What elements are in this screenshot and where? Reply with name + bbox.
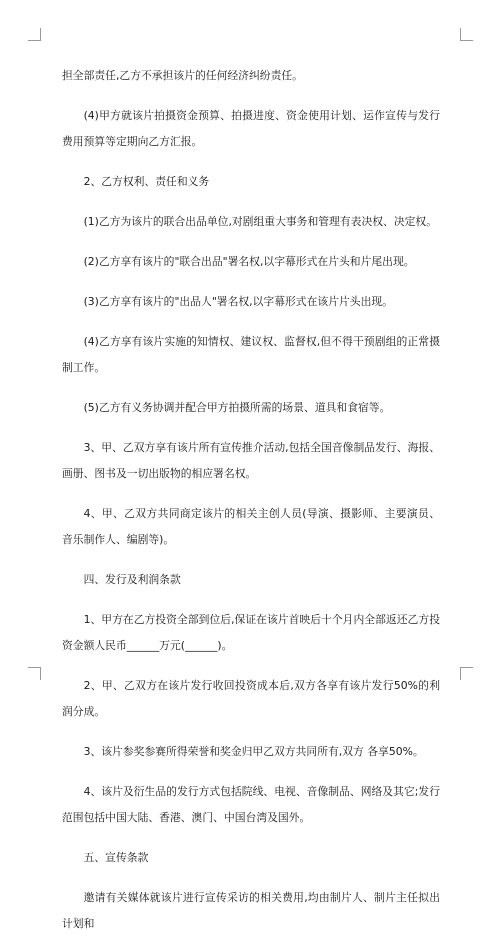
- section-heading-party-b-rights: 2、乙方权利、责任和义务: [83, 175, 210, 188]
- paragraph-clause-5: (5)乙方有义务协调并配合甲方拍摄所需的场景、道具和食宿等。: [83, 401, 391, 414]
- paragraph-continuation: 担全部责任,乙方不承担该片的任何经济纠纷责任。: [62, 69, 303, 82]
- section-heading-distribution: 四、发行及利润条款: [83, 573, 181, 586]
- paragraph-publicity-1: 邀请有关媒体就该片进行宣传采访的相关费用,均由制片人、制片主任拟出计划和: [62, 891, 440, 930]
- paragraph-clause-4-reporting: (4)甲方就该片拍摄资金预算、拍摄进度、资金使用计划、运作宣传与发行费用预算等定期向乙方汇报。: [62, 109, 440, 148]
- paragraph-distribution-3: 3、该片参奖参赛所得荣誉和奖金归甲乙双方共同所有,双方 各享50%。: [83, 745, 424, 758]
- section-heading-publicity: 五、宣传条款: [83, 851, 149, 864]
- paragraph-clause-2: (2)乙方享有该片的"联合出品"署名权,以字幕形式在片头和片尾出现。: [83, 255, 415, 268]
- crop-mark-bottom-right: [460, 667, 473, 680]
- paragraph-distribution-1: 1、甲方在乙方投资全部到位后,保证在该片首映后十个月内全部返还乙方投资金额人民币______万元(______)。: [62, 613, 440, 652]
- document-body: [62, 63, 440, 951]
- crop-mark-bottom-left: [28, 667, 41, 680]
- paragraph-distribution-4: 4、该片及衍生品的发行方式包括院线、电视、音像制品、网络及其它;发行范围包括中国大陆、香港、澳门、中国台湾及国外。: [62, 785, 440, 824]
- crop-mark-top-right: [460, 28, 473, 41]
- crop-mark-top-left: [28, 28, 41, 41]
- paragraph-item-3-publicity: 3、甲、乙双方享有该片所有宣传推介活动,包括全国音像制品发行、海报、画册、图书及一切出版物的相应署名权。: [62, 441, 440, 480]
- paragraph-clause-1: (1)乙方为该片的联合出品单位,对剧组重大事务和管理有表决权、决定权。: [83, 215, 438, 228]
- paragraph-item-4-creative-staff: 4、甲、乙双方共同商定该片的相关主创人员(导演、摄影师、主要演员、音乐制作人、编剧等)。: [62, 507, 440, 546]
- paragraph-distribution-2: 2、甲、乙双方在该片发行收回投资成本后,双方各享有该片发行50%的利润分成。: [62, 679, 440, 718]
- paragraph-clause-3: (3)乙方享有该片的"出品人"署名权,以字幕形式在该片片头出现。: [83, 295, 393, 308]
- paragraph-clause-4: (4)乙方享有该片实施的知情权、建议权、监督权,但不得干预剧组的正常摄制工作。: [62, 335, 440, 374]
